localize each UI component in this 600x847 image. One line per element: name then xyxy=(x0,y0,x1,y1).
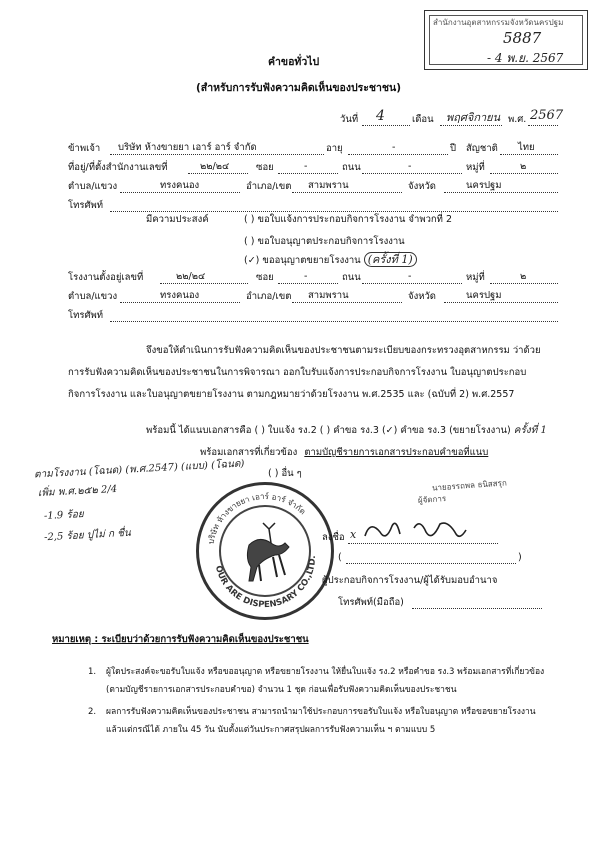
signature-phone-label: โทรศัพท์(มือถือ) xyxy=(338,597,404,608)
date-month-value: พฤศจิกายน xyxy=(446,111,501,124)
factory-district-label: อำเภอ/เขต xyxy=(246,291,292,302)
factory-soi-value: - xyxy=(304,271,308,282)
attachments-line-1-text: พร้อมนี้ ได้แนบเอกสารคือ ( ) ใบแจ้ง รง.2 ( ) คำขอ รง.3 (✓) คำขอ รง.3 (ขยายโรงงาน) xyxy=(146,425,511,436)
road-value: - xyxy=(408,161,412,172)
nationality-label: สัญชาติ xyxy=(466,143,498,154)
company-seal xyxy=(196,482,334,620)
handwritten-note-2: เพิ่ม พ.ศ.๒๕๒ 2/4 xyxy=(37,483,118,500)
signature-paren-open: ( xyxy=(338,552,342,563)
remark-2-number: 2. xyxy=(88,707,97,717)
age-label: อายุ xyxy=(326,143,343,154)
attachments-line-2-prefix: พร้อมเอกสารที่เกี่ยวข้อง xyxy=(200,447,298,458)
receipt-stamp xyxy=(424,10,588,70)
signature-scribble xyxy=(360,514,470,548)
age-value: - xyxy=(392,142,396,153)
signature-prefix: x xyxy=(350,528,357,541)
svg-text:OUR ARE DISPENSARY CO.,LTD. xyxy=(213,555,318,610)
date-year-value: 2567 xyxy=(530,108,564,123)
purpose-option-3-text: ขออนุญาตขยายโรงงาน xyxy=(262,255,361,266)
seal-thai-name: บริษัท ห้างขายยา เอาร์ อาร์ จำกัด xyxy=(206,491,308,545)
body-line-1: จึงขอให้ดำเนินการรับฟังความคิดเห็นของประชาชนตามระเบียบของกระทรวงอุตสาหกรรม ว่าด้วย xyxy=(146,345,541,356)
seal-deer-icon xyxy=(247,523,289,581)
signature-paren-close: ) xyxy=(518,552,522,563)
signature-label: ลงชื่อ xyxy=(322,532,345,543)
soi-value: - xyxy=(304,161,308,172)
district-label: อำเภอ/เขต xyxy=(246,181,292,192)
date-day-value: 4 xyxy=(376,108,385,124)
signature-role: ผู้ประกอบกิจการโรงงาน/ผู้ได้รับมอบอำนาจ xyxy=(322,575,498,586)
remark-2-line-2: แล้วแต่กรณีได้ ภายใน 45 วัน นับตั้งแต่วันประกาศสรุปผลการรับฟังความเห็น ฯ ตามแบบ 5 xyxy=(106,725,436,735)
handwritten-note-4: -2,5 ร้อย ปูไม่ ก ชื่น xyxy=(43,527,132,544)
company-stamp-line-1: นายอรรถพล ธนิสสรุก xyxy=(431,478,508,493)
factory-subdistrict-value: ทรงคนอง xyxy=(160,290,200,301)
seal-english-name: OUR ARE DISPENSARY CO.,LTD. xyxy=(212,555,319,611)
factory-district-value: สามพราน xyxy=(308,290,349,301)
factory-location-label: โรงงานตั้งอยู่เลขที่ xyxy=(68,272,144,283)
company-seal-graphic xyxy=(199,485,331,617)
moo-value: ๒ xyxy=(520,161,527,172)
factory-moo-value: ๒ xyxy=(520,271,527,282)
age-unit: ปี xyxy=(450,143,457,154)
address-label: ที่อยู่/ที่ตั้งสำนักงานเลขที่ xyxy=(68,162,168,173)
applicant-label: ข้าพเจ้า xyxy=(68,143,101,154)
factory-province-value: นครปฐม xyxy=(466,290,502,301)
purpose-option-1-mark: ( ) xyxy=(244,214,255,225)
subdistrict-label: ตำบล/แขวง xyxy=(68,181,118,192)
purpose-option-2-text: ขอใบอนุญาตประกอบกิจการโรงงาน xyxy=(257,236,405,247)
remark-2-line-1: ผลการรับฟังความคิดเห็นของประชาชน สามารถนำมาใช้ประกอบการขอรับใบแจ้ง หรือใบอนุญาต หรือขอขยายโรงงาน xyxy=(106,707,536,717)
purpose-label: มีความประสงค์ xyxy=(146,214,209,225)
body-line-3: กิจการโรงงาน และใบอนุญาตขยายโรงงาน ตามกฎหมายว่าด้วยโรงงาน พ.ศ.2535 และ (ฉบับที่ 2) พ.ศ.2557 xyxy=(68,389,515,400)
factory-location-number: ๒๒/๒๔ xyxy=(176,271,206,282)
subdistrict-value: ทรงคนอง xyxy=(160,180,200,191)
purpose-option-1-text: ขอใบแจ้งการประกอบกิจการโรงงาน จำพวกที่ 2 xyxy=(257,214,452,225)
address-number: ๒๒/๒๔ xyxy=(200,161,230,172)
remark-1-line-1: ผู้ใดประสงค์จะขอรับใบแจ้ง หรือขออนุญาต หรือขยายโรงงาน ให้ยื่นใบแจ้ง รง.2 หรือคำขอ รง.3 พร้อมเอกสารที่เกี่ยวข้อง xyxy=(106,667,545,677)
phone-label: โทรศัพท์ xyxy=(68,200,104,211)
company-stamp-line-2: ผู้จัดการ xyxy=(417,494,447,505)
date-day-label: วันที่ xyxy=(340,114,359,125)
svg-text:บริษัท ห้างขายยา เอาร์ อาร์ จำ xyxy=(206,491,307,545)
handwritten-note-1: ตามโรงงาน (โฉนด) (พ.ศ.2547) (แบบ) (โฉนด) xyxy=(33,458,245,481)
attachments-line-1 xyxy=(146,425,547,437)
purpose-option-1 xyxy=(244,214,452,226)
form-title: คำขอทั่วไป xyxy=(268,56,320,68)
form-subtitle: (สำหรับการรับฟังความคิดเห็นของประชาชน) xyxy=(196,82,402,94)
factory-soi-label: ซอย xyxy=(256,272,274,283)
applicant-name: บริษัท ห้างขายยา เอาร์ อาร์ จำกัด xyxy=(118,142,257,153)
receipt-stamp-office: สำนักงานอุตสาหกรรมจังหวัดนครปฐม xyxy=(433,18,564,27)
province-label: จังหวัด xyxy=(408,181,436,192)
moo-label: หมู่ที่ xyxy=(466,162,485,173)
remark-1-line-2: (ตามบัญชีรายการเอกสารประกอบคำขอ) จำนวน 1 ชุด ก่อนเพื่อรับฟังความคิดเห็นของประชาชน xyxy=(106,685,457,695)
district-value: สามพราน xyxy=(308,180,349,191)
province-value: นครปฐม xyxy=(466,180,502,191)
purpose-option-3-note: (ครั้งที่ 1) xyxy=(364,252,417,267)
road-label: ถนน xyxy=(342,162,361,173)
purpose-option-2 xyxy=(244,236,405,248)
receipt-stamp-date: - 4 พ.ย. 2567 xyxy=(487,51,564,65)
soi-label: ซอย xyxy=(256,162,274,173)
factory-province-label: จังหวัด xyxy=(408,291,436,302)
nationality-value: ไทย xyxy=(518,142,535,153)
factory-subdistrict-label: ตำบล/แขวง xyxy=(68,291,118,302)
attachments-other: ( ) อื่น ๆ xyxy=(268,468,302,479)
factory-road-label: ถนน xyxy=(342,272,361,283)
body-line-2: การรับฟังความคิดเห็นของประชาชนในการพิจารณา ออกใบรับแจ้งการประกอบกิจการโรงงาน ใบอนุญาตประกอบ xyxy=(68,367,527,378)
remarks-title: หมายเหตุ : ระเบียบว่าด้วยการรับฟังความคิดเห็นของประชาชน xyxy=(52,634,309,645)
receipt-stamp-number: 5887 xyxy=(503,29,542,47)
purpose-option-2-mark: ( ) xyxy=(244,236,255,247)
attachments-line-1-note: ครั้งที่ 1 xyxy=(513,425,547,436)
factory-road-value: - xyxy=(408,271,412,282)
remark-1-number: 1. xyxy=(88,667,97,677)
handwritten-note-3: -1.9 ร้อย xyxy=(43,508,84,523)
factory-phone-label: โทรศัพท์ xyxy=(68,310,104,321)
date-year-label: พ.ศ. xyxy=(508,114,527,125)
purpose-option-3 xyxy=(244,254,417,267)
factory-moo-label: หมู่ที่ xyxy=(466,272,485,283)
purpose-option-3-mark: (✓) xyxy=(244,255,260,266)
date-month-label: เดือน xyxy=(412,114,434,125)
attachments-line-2-link: ตามบัญชีรายการเอกสารประกอบคำขอที่แนบ xyxy=(304,447,489,458)
